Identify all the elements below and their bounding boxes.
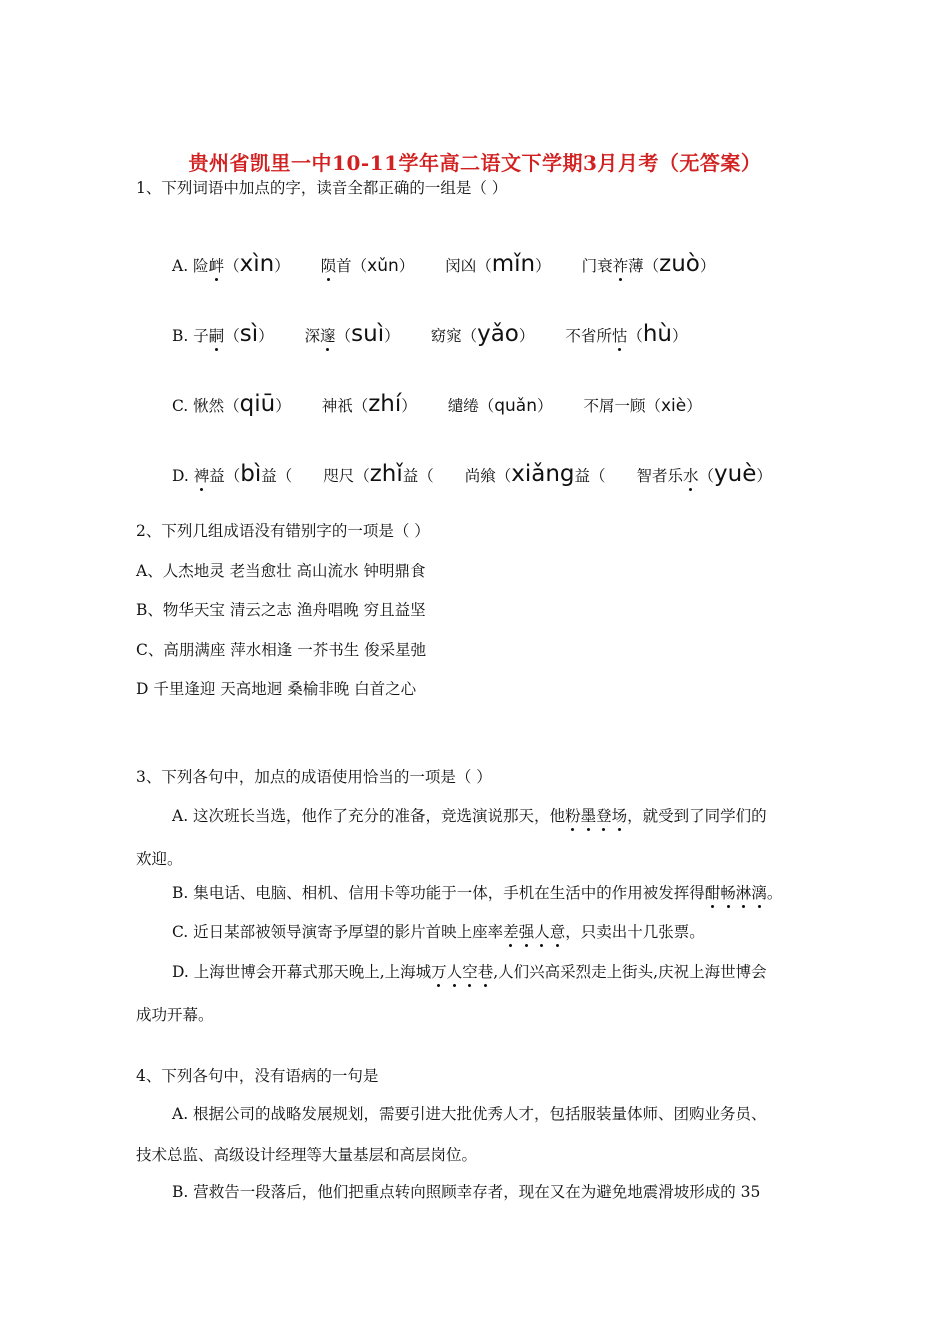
question-4-option-a-cont: 技术总监、高级设计经理等大量基层和高层岗位。 — [136, 1146, 478, 1164]
dotted-char: 差 — [503, 923, 519, 941]
option-b-text: ） — [384, 327, 400, 345]
option-a-text: ） — [274, 257, 290, 275]
pinyin: xǔn — [367, 256, 399, 276]
option-b-text: （ — [224, 327, 240, 345]
option-c-text: ） — [275, 397, 291, 415]
dotted-char: 嗣 — [208, 327, 225, 345]
question-1-option-c — [172, 391, 702, 417]
pinyin: qiū — [239, 391, 276, 417]
option-c-text: ） — [537, 397, 553, 415]
question-1-stem: 1、下列词语中加点的字，读音全都正确的一组是（ ） — [136, 179, 508, 197]
dotted-char: 淋 — [735, 884, 752, 902]
option-a-text: （ — [224, 257, 240, 275]
question-2-option-c: C、高朋满座 萍水相逢 一芥书生 俊采星弛 — [136, 641, 427, 659]
dotted-char: 畅 — [720, 884, 736, 902]
dotted-char: 衅 — [208, 257, 225, 275]
option-d-text: 尚飨（ — [464, 467, 512, 485]
option-text: ,人们兴高采烈走上街头,庆祝上海世博会 — [493, 963, 767, 981]
option-a-text: 门衰 — [581, 257, 613, 275]
option-text: ，只卖出十几张票。 — [565, 923, 705, 941]
dotted-char: 万 — [431, 963, 447, 981]
question-1-option-b — [172, 321, 688, 347]
pinyin: xiè — [660, 396, 687, 416]
option-d-text: （ — [698, 467, 715, 485]
question-1-option-a — [172, 251, 715, 277]
option-text: B. 集电话、电脑、相机、信用卡等功能于一体，手机在生活中的作用被发挥得 — [172, 884, 705, 902]
dotted-char: 巷 — [477, 963, 494, 981]
option-d-text: ） — [756, 467, 772, 485]
option-text: C. 近日某部被领导演寄予厚望的影片首映上座率 — [172, 923, 504, 941]
dotted-char: 场 — [611, 807, 628, 825]
option-c-text: 神祇（ — [321, 397, 369, 415]
option-c-text: ） — [686, 397, 702, 415]
question-3-option-a-cont: 欢迎。 — [136, 850, 183, 868]
option-d-text: 益（ — [261, 467, 293, 485]
pinyin: xìn — [239, 251, 275, 277]
dotted-char: 邃 — [320, 327, 336, 345]
dotted-char: 祚 — [612, 257, 629, 275]
option-a-text: ） — [398, 257, 415, 275]
dotted-char: 意 — [549, 923, 566, 941]
pinyin: zuò — [659, 251, 700, 277]
pinyin: sì — [239, 321, 259, 347]
option-text: 。 — [766, 884, 783, 902]
question-3-option-a — [172, 804, 767, 826]
pinyin: bì — [240, 461, 262, 487]
option-b-text: 窈窕（ — [430, 327, 478, 345]
option-c-text: 不屑一顾（ — [583, 397, 661, 415]
dotted-idiom — [503, 923, 565, 941]
pinyin: yǎo — [477, 321, 519, 347]
pinyin: yuè — [714, 461, 757, 487]
option-b-text: B. 子 — [172, 327, 209, 345]
question-3-option-b — [172, 881, 782, 903]
dotted-char: 怙 — [611, 327, 628, 345]
option-d-text: D. — [172, 467, 194, 485]
dotted-char: 粉 — [565, 807, 581, 825]
option-d-text: 益（ — [574, 467, 606, 485]
option-b-text: ） — [258, 327, 274, 345]
question-2-option-d: D 千里逢迎 天高地迥 桑榆非晚 白首之心 — [136, 680, 417, 698]
option-b-text: 深 — [304, 327, 321, 345]
option-text: ，就受到了同学们的 — [627, 807, 767, 825]
dotted-char: 登 — [596, 807, 612, 825]
dotted-char: 人 — [534, 923, 550, 941]
question-2-option-b: B、物华天宝 清云之志 渔舟唱晚 穷且益坚 — [136, 601, 426, 619]
question-2-option-a: A、人杰地灵 老当愈壮 高山流水 钟明鼎食 — [136, 562, 426, 580]
dotted-char: 水 — [683, 467, 699, 485]
dotted-char: 裨 — [193, 467, 210, 485]
option-text: D. 上海世博会开幕式那天晚上,上海城 — [172, 963, 432, 981]
pinyin: xiǎng — [511, 461, 575, 487]
dotted-char: 空 — [462, 963, 478, 981]
question-3-option-c — [172, 920, 705, 942]
option-b-text: （ — [627, 327, 643, 345]
question-4-option-b: B. 营救告一段落后，他们把重点转向照顾幸存者，现在又在为避免地震滑坡形成的 35 — [172, 1183, 761, 1201]
dotted-char: 漓 — [751, 884, 767, 902]
pinyin: zhǐ — [369, 461, 403, 487]
pinyin: suì — [351, 321, 385, 347]
option-d-text: 益（ — [209, 467, 241, 485]
pinyin: hù — [642, 321, 673, 347]
dotted-char: 人 — [446, 963, 463, 981]
dotted-idiom — [705, 884, 767, 902]
dotted-char: 酣 — [704, 884, 721, 902]
question-3-option-d-cont: 成功开幕。 — [136, 1006, 214, 1024]
dotted-char: 墨 — [580, 807, 597, 825]
option-a-text: 闵凶（ — [445, 257, 492, 275]
option-a-text: ） — [699, 257, 716, 275]
option-d-text: 智者乐 — [636, 467, 683, 485]
option-a-text: ） — [535, 257, 551, 275]
dotted-idiom — [565, 807, 627, 825]
option-b-text: ） — [672, 327, 688, 345]
dotted-char: 陨 — [320, 257, 337, 275]
option-c-text: C. 愀然（ — [172, 397, 240, 415]
option-b-text: （ — [335, 327, 352, 345]
option-a-text: 薄（ — [628, 257, 660, 275]
pinyin: zhí — [368, 391, 402, 417]
option-text: A. 这次班长当选，他作了充分的准备，竞选演说那天，他 — [172, 807, 566, 825]
option-c-text: 缱绻（ — [447, 397, 495, 415]
question-3-option-d — [172, 960, 767, 982]
pinyin: mǐn — [491, 251, 536, 277]
question-4-option-a: A. 根据公司的战略发展规划，需要引进大批优秀人才，包括服装量体师、团购业务员、 — [172, 1105, 767, 1123]
dotted-idiom — [431, 963, 493, 981]
document-title: 贵州省凯里一中10-11学年高二语文下学期3月月考（无答案） — [188, 151, 762, 175]
question-3-stem: 3、下列各句中，加点的成语使用恰当的一项是（ ） — [136, 768, 492, 786]
option-b-text: 不省所 — [565, 327, 612, 345]
option-c-text: ） — [401, 397, 417, 415]
dotted-char: 强 — [518, 923, 535, 941]
question-1-option-d — [172, 461, 772, 487]
pinyin: quǎn — [494, 396, 537, 416]
question-4-stem: 4、下列各句中，没有语病的一句是 — [136, 1067, 379, 1085]
question-2-stem: 2、下列几组成语没有错别字的一项是（ ） — [136, 522, 430, 540]
option-b-text: ） — [518, 327, 535, 345]
option-a-text: A. 险 — [172, 257, 209, 275]
option-d-text: 益（ — [402, 467, 434, 485]
option-a-text: 首（ — [336, 257, 368, 275]
option-d-text: 咫尺（ — [323, 467, 370, 485]
